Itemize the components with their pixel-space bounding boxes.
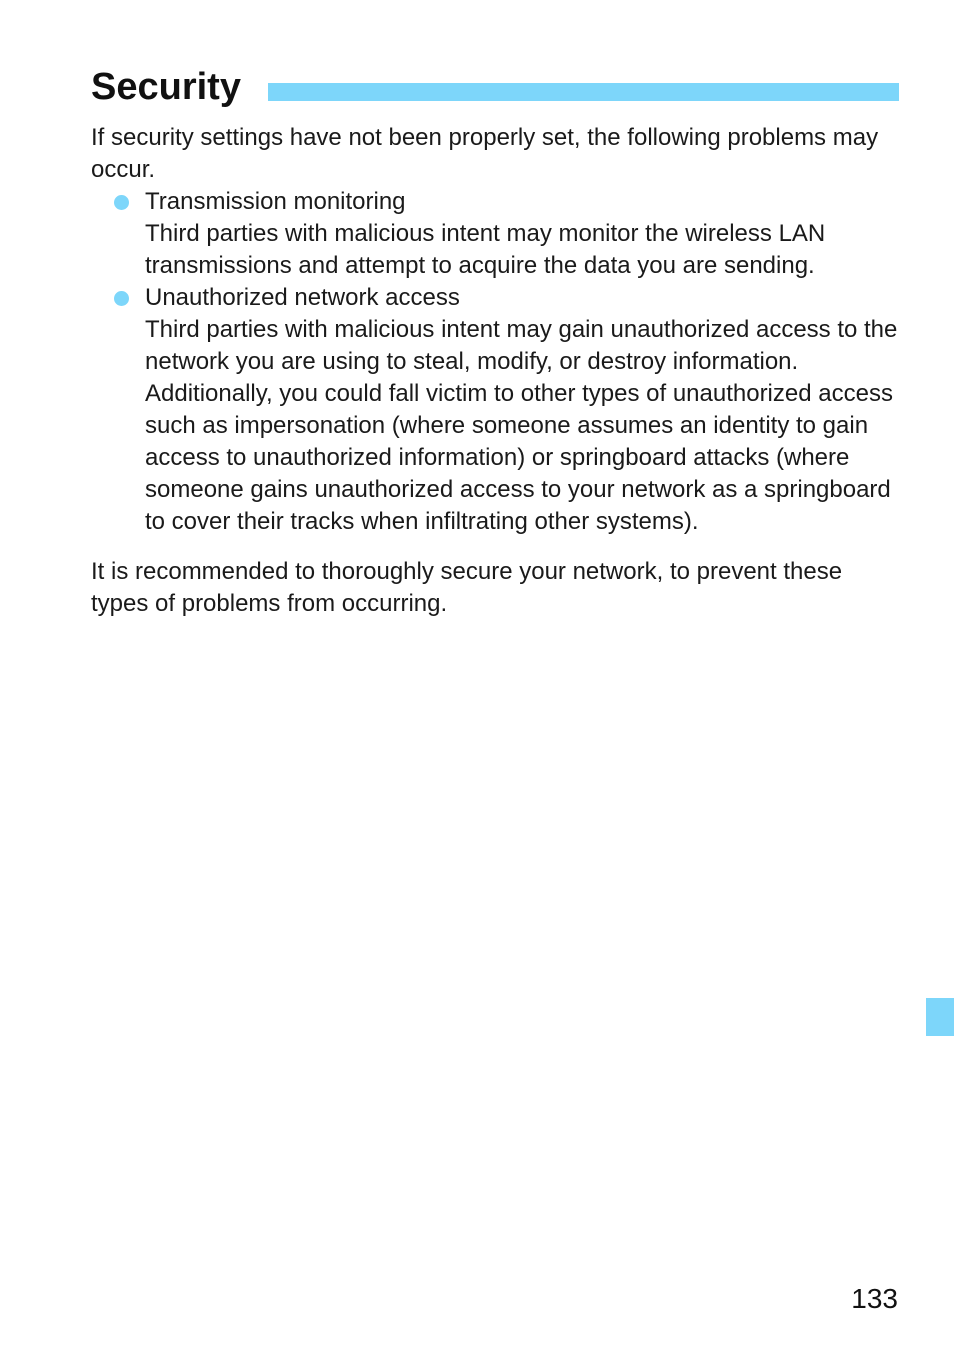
bullet-icon [114, 291, 129, 306]
bullet-description: Third parties with malicious intent may monitor the wireless LAN transmissions and attempt to acquire the data you are sending. [145, 220, 826, 279]
bullet-label: Transmission monitoring [145, 188, 406, 215]
intro-paragraph: If security settings have not been properly set, the following problems may occur. [91, 124, 879, 183]
chapter-tab-marker [926, 998, 954, 1036]
recommendation-paragraph: It is recommended to thoroughly secure your network, to prevent these types of problems from occurring. [91, 558, 843, 617]
page-number: 133 [851, 1283, 898, 1314]
title-accent-bar [268, 83, 899, 101]
list-item [91, 282, 901, 538]
bullet-label: Unauthorized network access [145, 284, 460, 311]
list-item [91, 186, 901, 282]
problem-list [91, 186, 901, 538]
bullet-icon [114, 195, 129, 210]
main-content [91, 122, 901, 620]
section-header [91, 62, 899, 112]
bullet-description: Third parties with malicious intent may gain unauthorized access to the network you are using to steal, modify, or destroy information. Additionally, you could fall victim to other types of unauthorized access such as impersonation (where someone assumes an identity to gain access to unauthorized information) or springboard attacks (where someone gains unauthorized access to your network as a springboard to cover their tracks when infiltrating other systems). [145, 316, 898, 535]
page-title: Security [91, 66, 241, 108]
